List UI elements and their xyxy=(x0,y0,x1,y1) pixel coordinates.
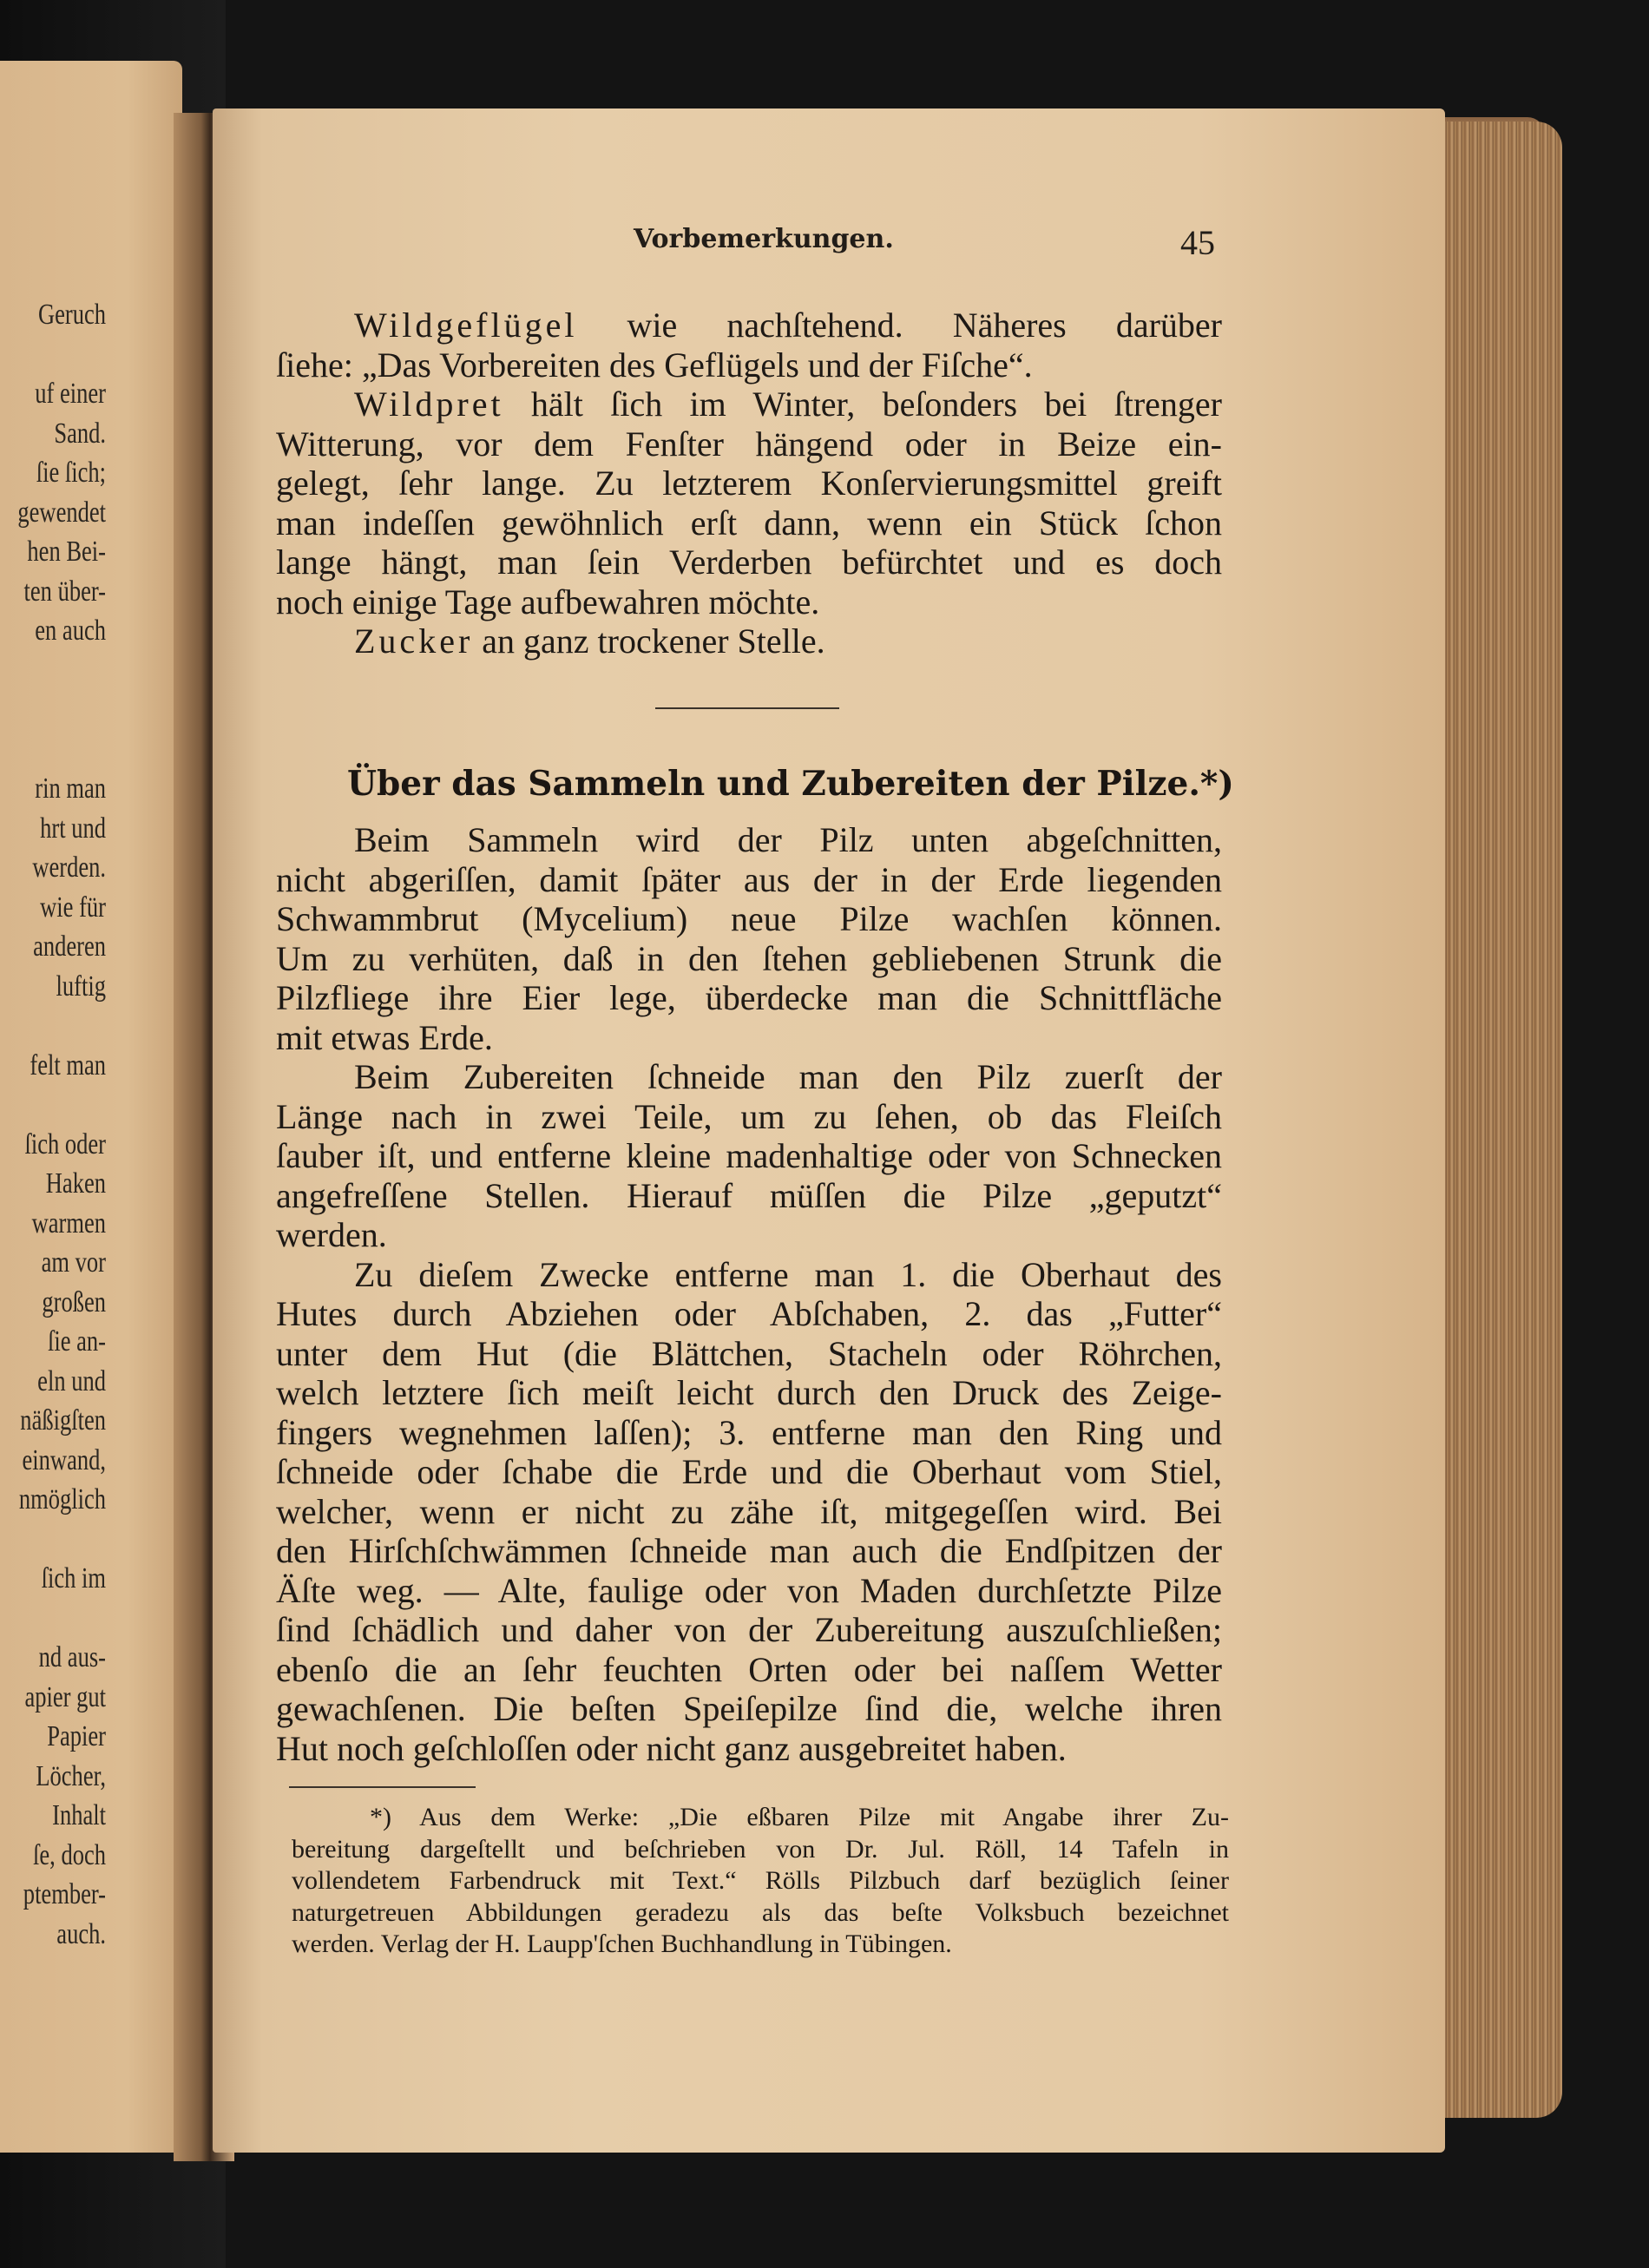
left-page-fragment: großen xyxy=(42,1285,107,1318)
left-page-fragment xyxy=(11,1599,106,1639)
footnote-line: *) Aus dem Werke: „Die eßbaren Pilze mit Angabe ihrer Zu- xyxy=(370,1803,1229,1831)
text-line: man indeſſen gewöhnlich erſt dann, wenn ein Stück ſchon xyxy=(276,503,1222,542)
text-line: angefreſſene Stellen. Hierauf müſſen die Pilze „geputzt“ xyxy=(276,1175,1222,1215)
text-line: Zucker an ganz trockener Stelle. xyxy=(354,621,825,661)
left-page-fragment: Haken xyxy=(45,1167,106,1200)
left-page-fragment xyxy=(11,651,106,691)
text-line: Hutes durch Abziehen oder Abſchaben, 2. das „Futter“ xyxy=(276,1294,1222,1333)
left-page-fragment: hrt und xyxy=(40,812,106,845)
left-page-fragment: nmöglich xyxy=(18,1483,106,1515)
left-page-fragment: ſich im xyxy=(41,1562,106,1594)
section-divider xyxy=(655,707,839,709)
text-line: nicht abgeriſſen, damit ſpäter aus der in der Erde liegenden xyxy=(276,859,1222,899)
section-paragraphs xyxy=(276,820,1222,1768)
text-line: werden. xyxy=(276,1215,387,1254)
text-line: Wildpret hält ſich im Winter, beſonders bei ſtrenger xyxy=(354,385,1222,424)
left-page-fragment: ten über- xyxy=(23,575,107,608)
section-heading: Über das Sammeln und Zubereiten der Pilze.*) xyxy=(347,764,1234,804)
left-page-fragment: luftig xyxy=(56,970,106,1003)
text-line: Äſte weg. — Alte, faulige oder von Maden durchſetzte Pilze xyxy=(276,1570,1222,1610)
left-page-fragment xyxy=(11,1520,106,1560)
left-page-fragment xyxy=(11,1085,106,1125)
left-page-fragment: uf einer xyxy=(35,378,106,410)
text-line: mit etwas Erde. xyxy=(276,1017,493,1057)
text-line: ſind ſchädlich und daher von der Zubereitung auszuſchließen; xyxy=(276,1610,1222,1649)
left-page-fragment: am vor xyxy=(41,1246,106,1279)
text-line: ſchneide oder ſchabe die Erde und die Oberhaut vom Stiel, xyxy=(276,1452,1222,1491)
left-page-fragment xyxy=(11,335,106,375)
left-page-fragment: en auch xyxy=(35,615,106,647)
text-line: den Hirſchſchwämmen ſchneide man auch die Endſpitzen der xyxy=(276,1531,1222,1570)
left-page-fragment: auch. xyxy=(56,1917,106,1950)
footnote-line: bereitung dargeſtellt und beſchrieben von Dr. Jul. Röll, 14 Tafeln in xyxy=(292,1834,1229,1864)
text-line: welch letztere ſich meiſt leicht durch den Druck des Zeige- xyxy=(276,1373,1222,1412)
text-line: Pilzfliege ihre Eier lege, überdecke man die Schnittfläche xyxy=(276,978,1222,1017)
left-page-fragment: anderen xyxy=(33,930,106,963)
text-line: Zu dieſem Zwecke entferne man 1. die Oberhaut des xyxy=(354,1254,1222,1294)
left-page-fragment: rin man xyxy=(35,772,106,805)
left-page-fragment: Geruch xyxy=(37,299,107,331)
text-line: Wildgeflügel wie nachſtehend. Näheres darüber xyxy=(354,306,1222,345)
left-page-fragment: werden. xyxy=(32,851,106,884)
left-page-fragment: Inhalt xyxy=(52,1799,106,1831)
footnote-line: vollendetem Farbendruck mit Text.“ Rölls Pilzbuch darf bezüglich ſeiner xyxy=(292,1866,1229,1895)
text-line: gelegt, ſehr lange. Zu letzterem Konſervierungsmittel greift xyxy=(276,463,1222,503)
left-page-fragment: nd aus- xyxy=(38,1641,106,1673)
left-page-text xyxy=(11,295,106,1954)
footnote-line: naturgetreuen Abbildungen geradezu als das beſte Volksbuch bezeichnet xyxy=(292,1897,1229,1927)
footnote-line: werden. Verlag der H. Laupp'ſchen Buchhandlung in Tübingen. xyxy=(292,1929,952,1958)
top-paragraphs xyxy=(276,306,1222,661)
left-page-fragment: wie für xyxy=(40,891,106,924)
left-page-fragment: einwand, xyxy=(22,1443,107,1476)
left-page-fragment: felt man xyxy=(30,1049,106,1081)
left-page-fragment: Löcher, xyxy=(36,1759,106,1792)
text-line: Beim Zubereiten ſchneide man den Pilz zuerſt der xyxy=(354,1057,1222,1096)
left-page-fragment xyxy=(11,730,106,770)
text-line: Witterung, vor dem Fenſter hängend oder in Beize ein- xyxy=(276,424,1222,463)
left-page-fragment: ptember- xyxy=(23,1878,107,1910)
text-line: ebenſo die an ſehr feuchten Orten oder bei naſſem Wetter xyxy=(276,1649,1222,1689)
left-page-fragment: ſich oder xyxy=(24,1127,106,1160)
text-line: Länge nach in zwei Teile, um zu ſehen, ob das Fleiſch xyxy=(276,1096,1222,1136)
left-page-fragment: ſie ſich; xyxy=(36,457,106,489)
page-number: 45 xyxy=(1180,223,1215,262)
footnote xyxy=(292,1802,1229,1961)
text-line: ſauber iſt, und entferne kleine madenhaltige oder von Schnecken xyxy=(276,1136,1222,1175)
left-page xyxy=(0,61,182,2153)
left-page-fragment: näßigſten xyxy=(20,1404,107,1436)
text-line: Schwammbrut (Mycelium) neue Pilze wachſen können. xyxy=(276,899,1222,938)
text-line: gewachſenen. Die beſten Speiſepilze ſind die, welche ihren xyxy=(276,1689,1222,1728)
left-page-fragment: ſe, doch xyxy=(33,1838,106,1871)
left-page-fragment: hen Bei- xyxy=(27,536,106,568)
text-line: Beim Sammeln wird der Pilz unten abgeſchnitten, xyxy=(354,820,1222,859)
text-line: Um zu verhüten, daß in den ſtehen gebliebenen Strunk die xyxy=(276,938,1222,978)
left-page-fragment: eln und xyxy=(37,1364,106,1397)
left-page-fragment: apier gut xyxy=(24,1680,106,1713)
footnote-divider xyxy=(289,1786,476,1788)
text-line: Hut noch geſchloſſen oder nicht ganz ausgebreitet haben. xyxy=(276,1728,1067,1768)
left-page-fragment: gewendet xyxy=(17,496,106,529)
left-page-fragment: Sand. xyxy=(54,417,106,450)
text-line: lange hängt, man ſein Verderben befürchtet und es doch xyxy=(276,542,1222,582)
left-page-fragment xyxy=(11,1006,106,1046)
left-page-fragment: warmen xyxy=(31,1206,106,1239)
text-line: welcher, wenn er nicht zu zähe iſt, mitgegeſſen wird. Bei xyxy=(276,1491,1222,1531)
running-head: Vorbemerkungen. xyxy=(634,224,894,254)
left-page-fragment: Papier xyxy=(47,1720,106,1752)
text-line: fingers wegnehmen laſſen); 3. entferne man den Ring und xyxy=(276,1412,1222,1452)
left-page-fragment xyxy=(11,690,106,730)
text-line: noch einige Tage aufbewahren möchte. xyxy=(276,582,820,621)
left-page-fragment: ſie an- xyxy=(47,1325,106,1358)
text-line: ſiehe: „Das Vorbereiten des Geflügels und der Fiſche“. xyxy=(276,345,1033,385)
text-line: unter dem Hut (die Blättchen, Stacheln oder Röhrchen, xyxy=(276,1333,1222,1373)
